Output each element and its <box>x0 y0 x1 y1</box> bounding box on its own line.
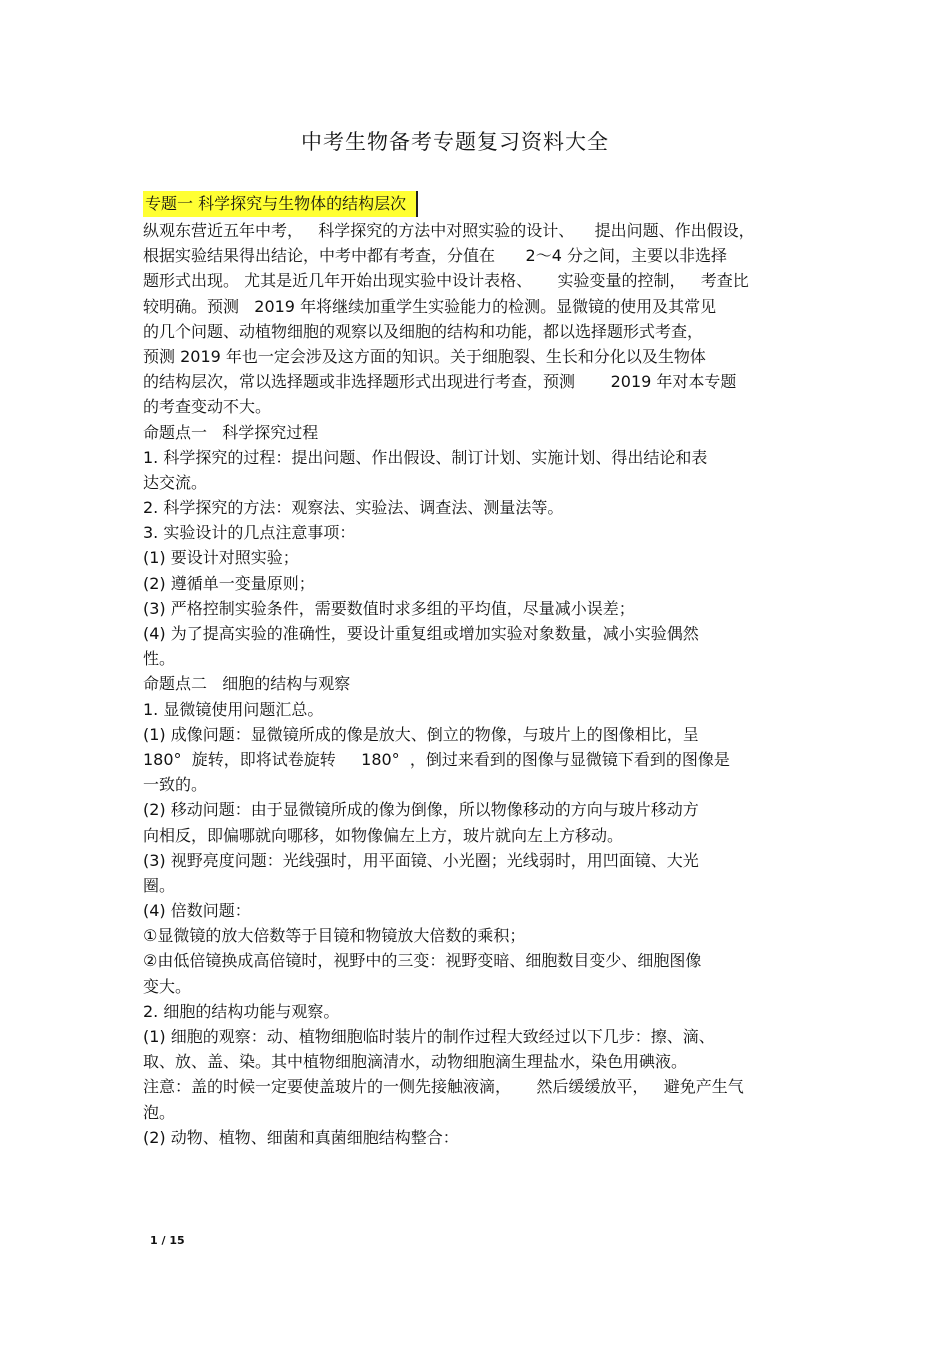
text-line: (2) 移动问题：由于显微镜所成的像为倒像，所以物像移动的方向与玻片移动方 <box>143 800 699 820</box>
text-line: 泡。 <box>143 1102 176 1122</box>
text-line: (1) 细胞的观察：动、植物细胞临时装片的制作过程大致经过以下几步：擦、滴、 <box>143 1027 715 1046</box>
text-line: 纵观东营近五年中考， 科学探究的方法中对照实验的设计、 提出问题、作出假设， <box>143 221 755 240</box>
document-body <box>143 218 811 1150</box>
text-line: 向相反，即偏哪就向哪移，如物像偏左上方，玻片就向左上方移动。 <box>143 825 624 845</box>
document-title: 中考生物备考专题复习资料大全 <box>301 130 609 154</box>
text-line: 一致的。 <box>143 775 208 795</box>
text-line: 达交流。 <box>143 472 208 492</box>
text-line: 的结构层次，常以选择题或非选择题形式出现进行考查，预测 2019 年对本专题 <box>143 372 737 392</box>
text-line: (2) 动物、植物、细菌和真菌细胞结构整合： <box>143 1127 459 1147</box>
text-line: 2. 细胞的结构功能与观察。 <box>143 1001 340 1021</box>
text-line: 变大。 <box>143 976 192 996</box>
text-line: 命题点二 细胞的结构与观察 <box>143 674 351 694</box>
text-line: 的考查变动不大。 <box>143 397 272 417</box>
text-line: 1. 显微镜使用问题汇总。 <box>143 699 324 719</box>
text-line: (2) 遵循单一变量原则； <box>143 573 315 593</box>
text-line: ②由低倍镜换成高倍镜时，视野中的三变：视野变暗、细胞数目变少、细胞图像 <box>143 951 702 971</box>
text-line: ①显微镜的放大倍数等于目镜和物镜放大倍数的乘积； <box>143 926 526 946</box>
text-line: 1. 科学探究的过程：提出问题、作出假设、制订计划、实施计划、得出结论和表 <box>143 447 708 467</box>
text-line: 根据实验结果得出结论，中考中都有考查，分值在 2～4 分之间，主要以非选择 <box>143 246 727 266</box>
text-line: 圈。 <box>143 875 176 895</box>
text-line: 3. 实验设计的几点注意事项： <box>143 523 356 543</box>
text-line: 取、放、盖、染。其中植物细胞滴清水，动物细胞滴生理盐水，染色用碘液。 <box>143 1052 688 1072</box>
page-number: 1 / 15 <box>150 1234 185 1247</box>
text-line: (3) 视野亮度问题：光线强时，用平面镜、小光圈；光线弱时，用凹面镜、大光 <box>143 850 699 870</box>
text-line: 2. 科学探究的方法：观察法、实验法、调查法、测量法等。 <box>143 498 564 518</box>
text-line: (1) 成像问题：显微镜所成的像是放大、倒立的物像，与玻片上的图像相比，呈 <box>143 724 699 744</box>
text-line: 的几个问题、动植物细胞的观察以及细胞的结构和功能，都以选择题形式考查， <box>143 321 704 341</box>
text-line: 较明确。预测 2019 年将继续加重学生实验能力的检测。显微镜的使用及其常见 <box>143 296 717 316</box>
text-line: 命题点一 科学探究过程 <box>143 422 319 442</box>
topic-heading-highlighted: 专题一 科学探究与生物体的结构层次 <box>143 191 418 217</box>
text-line: 180° 旋转，即将试卷旋转 180° ，倒过来看到的图像与显微镜下看到的图像是 <box>143 749 730 769</box>
text-line: 题形式出现。 尤其是近几年开始出现实验中设计表格、 实验变量的控制， 考查比 <box>143 271 749 291</box>
text-line: (4) 为了提高实验的准确性，要设计重复组或增加实验对象数量，减小实验偶然 <box>143 624 699 643</box>
text-line: (1) 要设计对照实验； <box>143 548 299 568</box>
text-line: (3) 严格控制实验条件，需要数值时求多组的平均值，尽量减小误差； <box>143 598 635 618</box>
text-line: 预测 2019 年也一定会涉及这方面的知识。关于细胞裂、生长和分化以及生物体 <box>143 346 706 366</box>
text-line: 性。 <box>143 649 176 669</box>
text-line: 注意：盖的时候一定要使盖玻片的一侧先接触液滴， 然后缓缓放平， 避免产生气 <box>143 1077 744 1097</box>
text-line: (4) 倍数问题： <box>143 901 251 921</box>
